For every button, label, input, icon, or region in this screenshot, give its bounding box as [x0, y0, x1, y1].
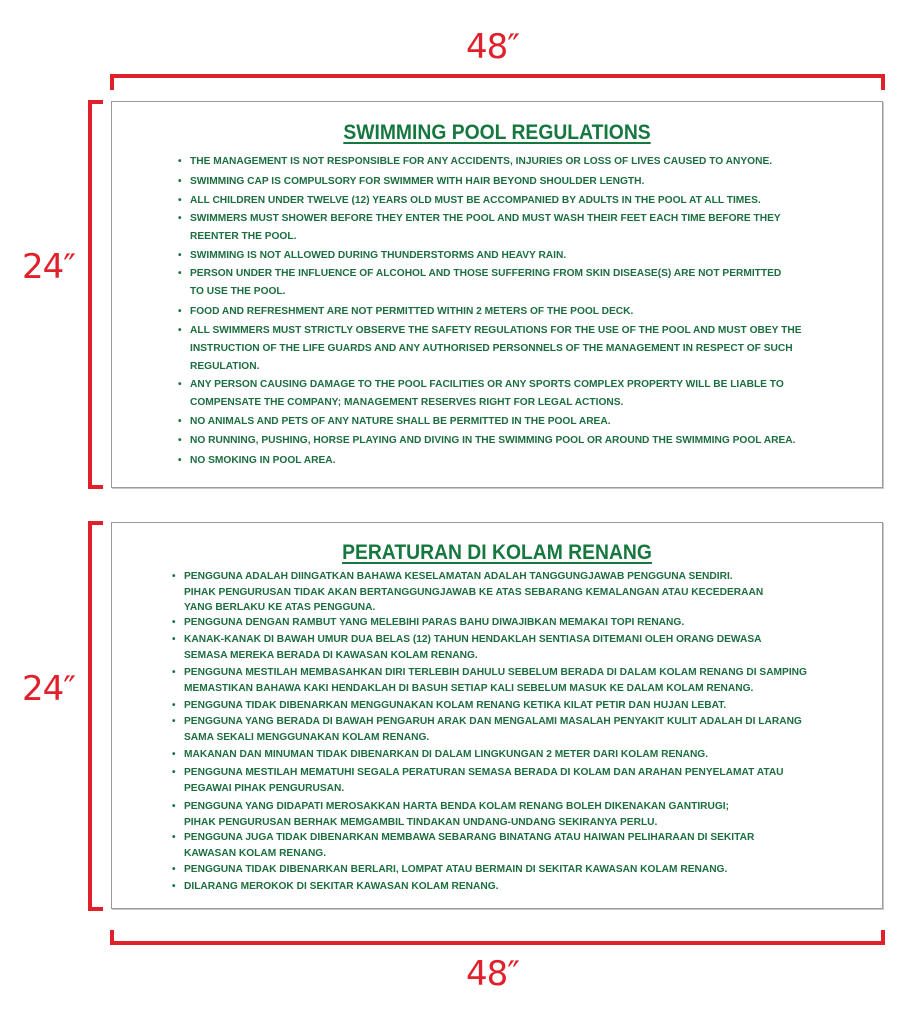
rule-item: [178, 156, 773, 167]
rule-line: SWIMMERS MUST SHOWER BEFORE THEY ENTER THE POOL AND MUST WASH THEIR FEET EACH TIME BEFORE THEY: [190, 213, 781, 224]
bullet-icon: •: [172, 716, 176, 727]
bullet-icon: •: [178, 268, 182, 279]
bullet-icon: •: [178, 195, 182, 206]
rule-line: MAKANAN DAN MINUMAN TIDAK DIBENARKAN DI DALAM LINGKUNGAN 2 METER DARI KOLAM RENANG.: [184, 749, 709, 760]
rule-line: PENGGUNA YANG DIDAPATI MEROSAKKAN HARTA BENDA KOLAM RENANG BOLEH DIKENAKAN GANTIRUGI;: [184, 801, 730, 812]
rule-line: PENGGUNA MESTILAH MEMATUHI SEGALA PERATURAN SEMASA BERADA DI KOLAM DAN ARAHAN PENYELAMAT ATAU: [184, 767, 784, 778]
rule-line: REGULATION.: [190, 361, 260, 373]
bottom-width-left-tick: [110, 930, 114, 945]
rule-item: [172, 832, 755, 859]
top-width-label: 48″: [466, 27, 519, 67]
rule-line: SWIMMING CAP IS COMPULSORY FOR SWIMMER WITH HAIR BEYOND SHOULDER LENGTH.: [190, 176, 645, 187]
rule-line: THE MANAGEMENT IS NOT RESPONSIBLE FOR ANY ACCIDENTS, INJURIES OR LOSS OF LIVES CAUSED TO ANYONE.: [190, 156, 773, 167]
bullet-icon: •: [178, 250, 182, 261]
rule-line: SWIMMING IS NOT ALLOWED DURING THUNDERSTORMS AND HEAVY RAIN.: [190, 250, 567, 261]
rule-line: DILARANG MEROKOK DI SEKITAR KAWASAN KOLAM RENANG.: [184, 881, 499, 892]
bullet-icon: •: [172, 667, 176, 678]
rule-line: ALL SWIMMERS MUST STRICTLY OBSERVE THE SAFETY REGULATIONS FOR THE USE OF THE POOL AND MUST OBEY THE: [190, 325, 802, 336]
rule-line: PENGGUNA YANG BERADA DI BAWAH PENGARUH ARAK DAN MENGALAMI MASALAH PENYAKIT KULIT ADALAH DI LARANG: [184, 716, 802, 727]
bullet-icon: •: [178, 325, 182, 336]
bottom-width-line: [110, 941, 885, 945]
sign1-height-line: [88, 100, 92, 489]
rule-line: PERSON UNDER THE INFLUENCE OF ALCOHOL AND THOSE SUFFERING FROM SKIN DISEASE(S) ARE NOT PERMITTED: [190, 268, 782, 279]
rule-line: PIHAK PENGURUSAN BERHAK MEMGAMBIL TINDAKAN UNDANG-UNDANG SEKIRANYA PERLU.: [184, 816, 658, 828]
sign2-height-top-tick: [88, 521, 103, 525]
rule-line: YANG BERLAKU KE ATAS PENGGUNA.: [184, 602, 376, 613]
rule-item: [178, 250, 567, 261]
rule-line: PENGGUNA MESTILAH MEMBASAHKAN DIRI TERLEBIH DAHULU SEBELUM BERADA DI DALAM KOLAM RENANG DI SAMPING: [184, 667, 807, 678]
rule-line: FOOD AND REFRESHMENT ARE NOT PERMITTED WITHIN 2 METERS OF THE POOL DECK.: [190, 306, 634, 317]
bullet-icon: •: [178, 416, 182, 427]
rule-item: [172, 700, 727, 711]
rule-item: [172, 767, 784, 794]
bullet-icon: •: [178, 213, 182, 224]
rule-line: PENGGUNA ADALAH DIINGATKAN BAHAWA KESELAMATAN ADALAH TANGGUNGJAWAB PENGGUNA SENDIRI.: [184, 571, 733, 582]
rule-line: NO RUNNING, PUSHING, HORSE PLAYING AND DIVING IN THE SWIMMING POOL OR AROUND THE SWIMMING POOL AREA.: [190, 435, 796, 446]
rule-item: [178, 325, 802, 373]
bullet-icon: •: [172, 767, 176, 778]
bullet-icon: •: [172, 864, 176, 875]
rule-line: ANY PERSON CAUSING DAMAGE TO THE POOL FACILITIES OR ANY SPORTS COMPLEX PROPERTY WILL BE LIABLE TO: [190, 379, 784, 390]
rule-line: PENGGUNA TIDAK DIBENARKAN BERLARI, LOMPAT ATAU BERMAIN DI SEKITAR KAWASAN KOLAM RENANG.: [184, 864, 728, 875]
rule-item: [178, 416, 611, 427]
bullet-icon: •: [172, 571, 176, 582]
rule-item: [178, 306, 634, 317]
sign-malay: [111, 522, 883, 909]
sign2-height-label: 24″: [22, 669, 75, 709]
bullet-icon: •: [178, 379, 182, 390]
bullet-icon: •: [172, 749, 176, 760]
bullet-icon: •: [178, 455, 182, 466]
bullet-icon: •: [178, 306, 182, 317]
rule-line: PENGGUNA JUGA TIDAK DIBENARKAN MEMBAWA SEBARANG BINATANG ATAU HAIWAN PELIHARAAN DI SEKITAR: [184, 832, 755, 843]
rule-item: [172, 617, 685, 628]
rule-item: [178, 213, 781, 243]
rule-item: [172, 716, 802, 743]
rule-line: MEMASTIKAN BAHAWA KAKI HENDAKLAH DI BASUH SETIAP KALI SEBELUM MASUK KE DALAM KOLAM RENANG.: [184, 682, 754, 694]
rule-line: COMPENSATE THE COMPANY; MANAGEMENT RESERVES RIGHT FOR LEGAL ACTIONS.: [190, 397, 624, 409]
bullet-icon: •: [172, 634, 176, 645]
rule-line: ALL CHILDREN UNDER TWELVE (12) YEARS OLD MUST BE ACCOMPANIED BY ADULTS IN THE POOL AT ALL TIMES.: [190, 195, 761, 206]
bottom-width-right-tick: [881, 930, 885, 945]
rule-line: NO SMOKING IN POOL AREA.: [190, 455, 336, 466]
bullet-icon: •: [172, 700, 176, 711]
top-width-left-tick: [110, 74, 114, 90]
bullet-icon: •: [172, 832, 176, 843]
sign2-height-bottom-tick: [88, 907, 103, 911]
sign1-height-top-tick: [88, 100, 103, 104]
rule-line: PENGGUNA DENGAN RAMBUT YANG MELEBIHI PARAS BAHU DIWAJIBKAN MEMAKAI TOPI RENANG.: [184, 617, 685, 628]
sign-english: [111, 101, 883, 488]
sign-english-title: SWIMMING POOL REGULATIONS: [343, 121, 651, 144]
top-width-line: [110, 74, 885, 78]
rule-line: NO ANIMALS AND PETS OF ANY NATURE SHALL BE PERMITTED IN THE POOL AREA.: [190, 416, 611, 427]
rule-item: [172, 801, 730, 828]
rule-item: [178, 268, 782, 298]
rule-item: [178, 435, 796, 446]
rule-item: [178, 195, 761, 206]
bullet-icon: •: [178, 156, 182, 167]
rule-line: PEGAWAI PIHAK PENGURUSAN.: [184, 782, 345, 794]
sign1-height-bottom-tick: [88, 485, 103, 489]
rule-line: TO USE THE POOL.: [190, 286, 286, 298]
rule-item: [178, 379, 784, 409]
rule-line: INSTRUCTION OF THE LIFE GUARDS AND ANY AUTHORISED PERSONNELS OF THE MANAGEMENT IN RESPECT OF SUCH: [190, 343, 793, 355]
sign1-height-label: 24″: [22, 247, 75, 287]
rule-item: [172, 571, 764, 613]
top-width-right-tick: [881, 74, 885, 90]
sign2-height-line: [88, 521, 92, 911]
rule-item: [172, 881, 499, 892]
rule-item: [172, 749, 709, 760]
bullet-icon: •: [172, 881, 176, 892]
rule-item: [172, 667, 807, 694]
rule-item: [172, 634, 762, 661]
bottom-width-label: 48″: [466, 954, 519, 994]
rule-line: PENGGUNA TIDAK DIBENARKAN MENGGUNAKAN KOLAM RENANG KETIKA KILAT PETIR DAN HUJAN LEBAT.: [184, 700, 727, 711]
rule-line: REENTER THE POOL.: [190, 231, 297, 243]
rule-line: KANAK-KANAK DI BAWAH UMUR DUA BELAS (12) TAHUN HENDAKLAH SENTIASA DITEMANI OLEH ORANG DEWASA: [184, 634, 762, 645]
rule-line: KAWASAN KOLAM RENANG.: [184, 847, 327, 859]
rule-line: SEMASA MEREKA BERADA DI KAWASAN KOLAM RENANG.: [184, 649, 478, 661]
bullet-icon: •: [178, 176, 182, 187]
bullet-icon: •: [178, 435, 182, 446]
sign-malay-title: PERATURAN DI KOLAM RENANG: [342, 541, 652, 564]
rule-item: [178, 455, 336, 466]
rule-line: PIHAK PENGURUSAN TIDAK AKAN BERTANGGUNGJAWAB KE ATAS SEBARANG KEMALANGAN ATAU KECEDERAAN: [184, 586, 764, 598]
bullet-icon: •: [172, 617, 176, 628]
rule-item: [178, 176, 645, 187]
rule-line: SAMA SEKALI MENGGUNAKAN KOLAM RENANG.: [184, 731, 430, 743]
bullet-icon: •: [172, 801, 176, 812]
rule-item: [172, 864, 728, 875]
